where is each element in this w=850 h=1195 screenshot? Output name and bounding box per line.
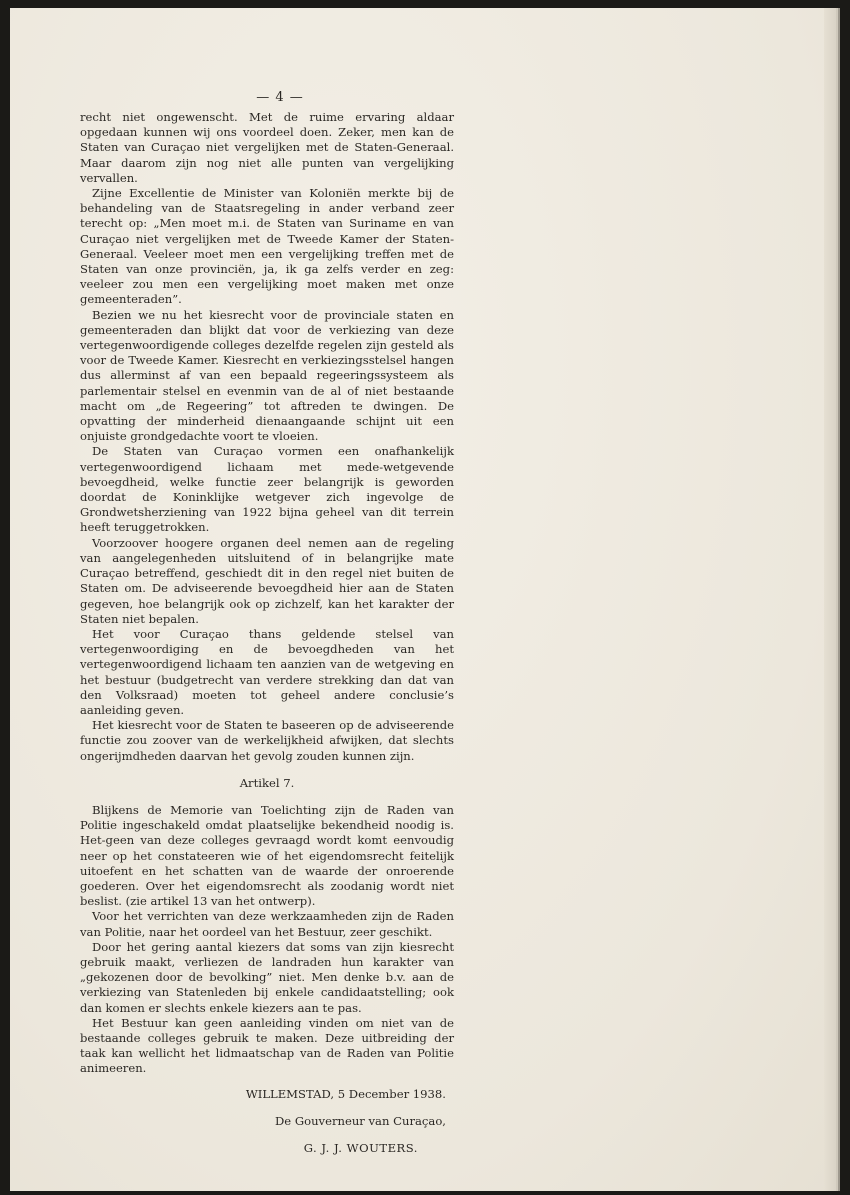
document-page [10,8,836,1191]
paragraph: Het voor Curaçao thans geldende stelsel van vertegenwoordiging en de bevoegdheden van het vertegenwoordigend lichaam ten aanzien van de wetgeving en het bestuur (budgetrecht van verdere strekking dan dat van den Volksraad) moeten tot geheel andere conclusie’s aanleiding geven. [80,626,454,717]
page-edge [824,8,836,1191]
paragraph: Het kiesrecht voor de Staten te baseeren op de adviseerende functie zou zoover van de werkelijkheid afwijken, dat slechts ongerijmdheden daarvan het gevolg zouden kunnen zijn. [80,718,454,763]
body-text [80,110,454,1156]
paragraph: De Staten van Curaçao vormen een onafhankelijk vertegenwoordigend lichaam met mede-wetgevende bevoegdheid, welke functie zeer belangrijk is geworden doordat de Koninklijke wetgever zich ingevolge de Grondwetsherziening van 1922 bijna geheel van dit terrein heeft teruggetrokken. [80,444,454,535]
signatory-name: G. J. J. WOUTERS. [303,1141,418,1155]
article-paragraph: Door het gering aantal kiezers dat soms van zijn kiesrecht gebruik maakt, verliezen de landraden hun karakter van „gekozenen door de bevolking” niet. Men denke b.v. aan de verkiezing van Statenleden bij enkele candidaatstelling; ook dan komen er slechts enkele kiezers aan te pas. [80,939,454,1015]
paragraph: recht niet ongewenscht. Met de ruime ervaring aldaar opgedaan kunnen wij ons voordeel doen. Zeker, men kan de Staten van Curaçao niet vergelijken met de Staten-Generaal. Maar daarom zijn nog niet alle punten van vergelijking vervallen. [80,110,454,185]
article-heading: Artikel 7. [239,775,295,790]
paragraph: Bezien we nu het kiesrecht voor de provinciale staten en gemeenteraden dan blijkt dat voor de verkiezing van deze vertegenwoordigende colleges dezelfde regelen zijn gesteld als voor de Tweede Kamer. Kiesrecht en verkiezingsstelsel hangen dus allerminst af van een bepaald regeeringssysteem als parlementair stelsel en evenmin van de al of niet bestaande macht om „de Regeering” tot aftreden te dwingen. De opvatting der minderheid dienaangaande schijnt uit een onjuiste grondgedachte voort te vloeien. [80,307,454,444]
article-paragraph: Voor het verrichten van deze werkzaamheden zijn de Raden van Politie, naar het oordeel van het Bestuur, zeer geschikt. [80,909,454,939]
article-paragraph: Het Bestuur kan geen aanleiding vinden om niet van de bestaande colleges gebruik te maken. Deze uitbreiding der taak kan wellicht het lidmaatschap van de Raden van Politie animeeren. [80,1015,454,1076]
paragraph: Voorzoover hoogere organen deel nemen aan de regeling van aangelegenheden uitsluitend of in belangrijke mate Curaçao betreffend, geschiedt dit in den regel niet buiten de Staten om. De adviseerende bevoegdheid hier aan de Staten gegeven, hoe belangrijk ook op zichzelf, kan het karakter der Staten niet bepalen. [80,535,454,626]
signatory-title: De Gouverneur van Curaçao, [274,1113,446,1128]
place-date: WILLEMSTAD, 5 December 1938. [245,1086,446,1101]
paragraph: Zijne Excellentie de Minister van Koloniën merkte bij de behandeling van de Staatsregeling in ander verband zeer terecht op: „Men moet m.i. de Staten van Suriname en van Curaçao niet vergelijken met de Tweede Kamer der Staten-Generaal. Veeleer moet men een vergelijking treffen met de Staten van onze provinciën, ja, ik ga zelfs verder en zeg: veeleer zou men een vergelijking moet maken met onze gemeenteraden”. [80,186,454,307]
article-paragraph: Blijkens de Memorie van Toelichting zijn de Raden van Politie ingeschakeld omdat plaatselijke bekendheid noodig is. Het-geen van deze colleges gevraagd wordt komt eenvoudig neer op het constateeren wie of het eigendomsrecht feitelijk uitoefent en het schatten van de waarde der onroerende goederen. Over het eigendomsrecht als zoodanig wordt niet beslist. (zie artikel 13 van het ontwerp). [80,802,454,909]
page-number: — 4 — [256,90,304,105]
